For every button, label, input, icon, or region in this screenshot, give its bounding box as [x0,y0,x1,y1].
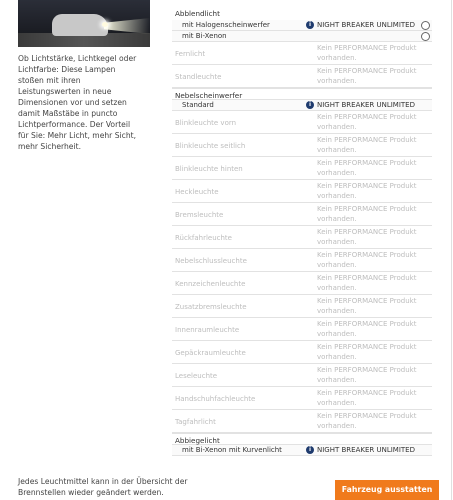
equip-vehicle-button[interactable]: Fahrzeug ausstatten [335,480,439,500]
lamp-position-row [172,65,432,88]
no-product-text: Kein PERFORMANCE Produkt vorhanden. [317,320,417,338]
no-product-text: Kein PERFORMANCE Produkt vorhanden. [317,205,417,223]
lamp-position-label: Standleuchte [175,73,222,81]
lamp-position-label: Gepäckraumleuchte [175,349,246,357]
group-title: Abbiegelicht [175,436,220,445]
lamp-position-row [172,249,432,272]
option-row-halogen[interactable] [172,20,432,31]
lamp-position-row [172,226,432,249]
group-header-abbiegelicht [172,433,432,445]
lamp-position-label: Nebelschlussleuchte [175,257,247,265]
no-product-text: Kein PERFORMANCE Produkt vorhanden. [317,343,417,361]
no-product-text: Kein PERFORMANCE Produkt vorhanden. [317,366,417,384]
lamp-position-label: Blinkleuchte vorn [175,119,237,127]
no-product-text: Kein PERFORMANCE Produkt vorhanden. [317,228,417,246]
no-product-text: Kein PERFORMANCE Produkt vorhanden. [317,412,417,430]
car-graphic [52,14,108,36]
lamp-position-row [172,410,432,433]
info-icon[interactable]: i [306,21,314,29]
product-description: Ob Lichtstärke, Lichtkegel oder Lichtfarbe: Diese Lampen stoßen mit ihren Leistungswerten in neue Dimensionen vor und setzen damit Maßstäbe in puncto Lichtperformance. Der Vorteil für Sie: Mehr Licht, mehr Sicht, mehr Sicherheit. [18,54,137,151]
lamp-position-row [172,134,432,157]
option-row-standard[interactable] [172,100,432,111]
lamp-position-row [172,318,432,341]
lamp-position-label: Bremsleuchte [175,211,224,219]
car-headlight-image [18,0,150,47]
lamp-position-label: Heckleuchte [175,188,219,196]
lamp-position-row [172,387,432,410]
option-radio[interactable] [421,21,430,30]
no-product-text: Kein PERFORMANCE Produkt vorhanden. [317,67,417,85]
group-header-nebelscheinwerfer [172,88,432,100]
lamp-position-label: Tagfahrlicht [175,418,216,426]
group-title: Abblendlicht [175,9,220,18]
lamp-position-row [172,341,432,364]
option-label: mit Halogenscheinwerfer [182,21,270,29]
option-label: mit Bi-Xenon [182,32,227,40]
option-row-bixenon[interactable] [172,31,432,42]
lamp-position-label: Zusatzbremsleuchte [175,303,247,311]
info-icon[interactable]: i [306,101,314,109]
lamp-position-row [172,364,432,387]
no-product-text: Kein PERFORMANCE Produkt vorhanden. [317,251,417,269]
product-name: NIGHT BREAKER UNLIMITED [317,101,415,109]
info-icon[interactable]: i [306,446,314,454]
no-product-text: Kein PERFORMANCE Produkt vorhanden. [317,389,417,407]
option-label: Standard [182,101,214,109]
no-product-text: Kein PERFORMANCE Produkt vorhanden. [317,113,417,131]
no-product-text: Kein PERFORMANCE Produkt vorhanden. [317,44,417,62]
product-name: NIGHT BREAKER UNLIMITED [317,446,415,454]
lamp-position-row [172,272,432,295]
lamp-position-row [172,203,432,226]
product-name: NIGHT BREAKER UNLIMITED [317,21,415,29]
headlight-beam-graphic [104,18,150,34]
lamp-position-label: Innenraumleuchte [175,326,240,334]
no-product-text: Kein PERFORMANCE Produkt vorhanden. [317,159,417,177]
lamp-position-label: Kennzeichenleuchte [175,280,246,288]
lamp-position-table [172,8,432,456]
no-product-text: Kein PERFORMANCE Produkt vorhanden. [317,274,417,292]
lamp-position-row [172,42,432,65]
lamp-position-label: Blinkleuchte seitlich [175,142,246,150]
lamp-position-row [172,157,432,180]
group-title: Nebelscheinwerfer [175,91,243,100]
lamp-position-label: Leseleuchte [175,372,218,380]
lamp-position-label: Blinkleuchte hinten [175,165,243,173]
lamp-position-row [172,180,432,203]
lamp-position-row [172,111,432,134]
option-radio[interactable] [421,32,430,41]
group-header-abblendlicht [172,8,432,20]
no-product-text: Kein PERFORMANCE Produkt vorhanden. [317,136,417,154]
no-product-text: Kein PERFORMANCE Produkt vorhanden. [317,297,417,315]
footer-note: Jedes Leuchtmittel kann in der Übersicht der Brennstellen wieder geändert werden. [18,477,188,497]
option-label: mit Bi-Xenon mit Kurvenlicht [182,446,282,454]
no-product-text: Kein PERFORMANCE Produkt vorhanden. [317,182,417,200]
headlight-lamp-graphic [102,22,108,27]
lamp-position-label: Handschuhfachleuchte [175,395,256,403]
lamp-position-label: Fernlicht [175,50,206,58]
lamp-position-row [172,295,432,318]
lamp-position-label: Rückfahrleuchte [175,234,232,242]
option-row-kurvenlicht[interactable] [172,445,432,456]
